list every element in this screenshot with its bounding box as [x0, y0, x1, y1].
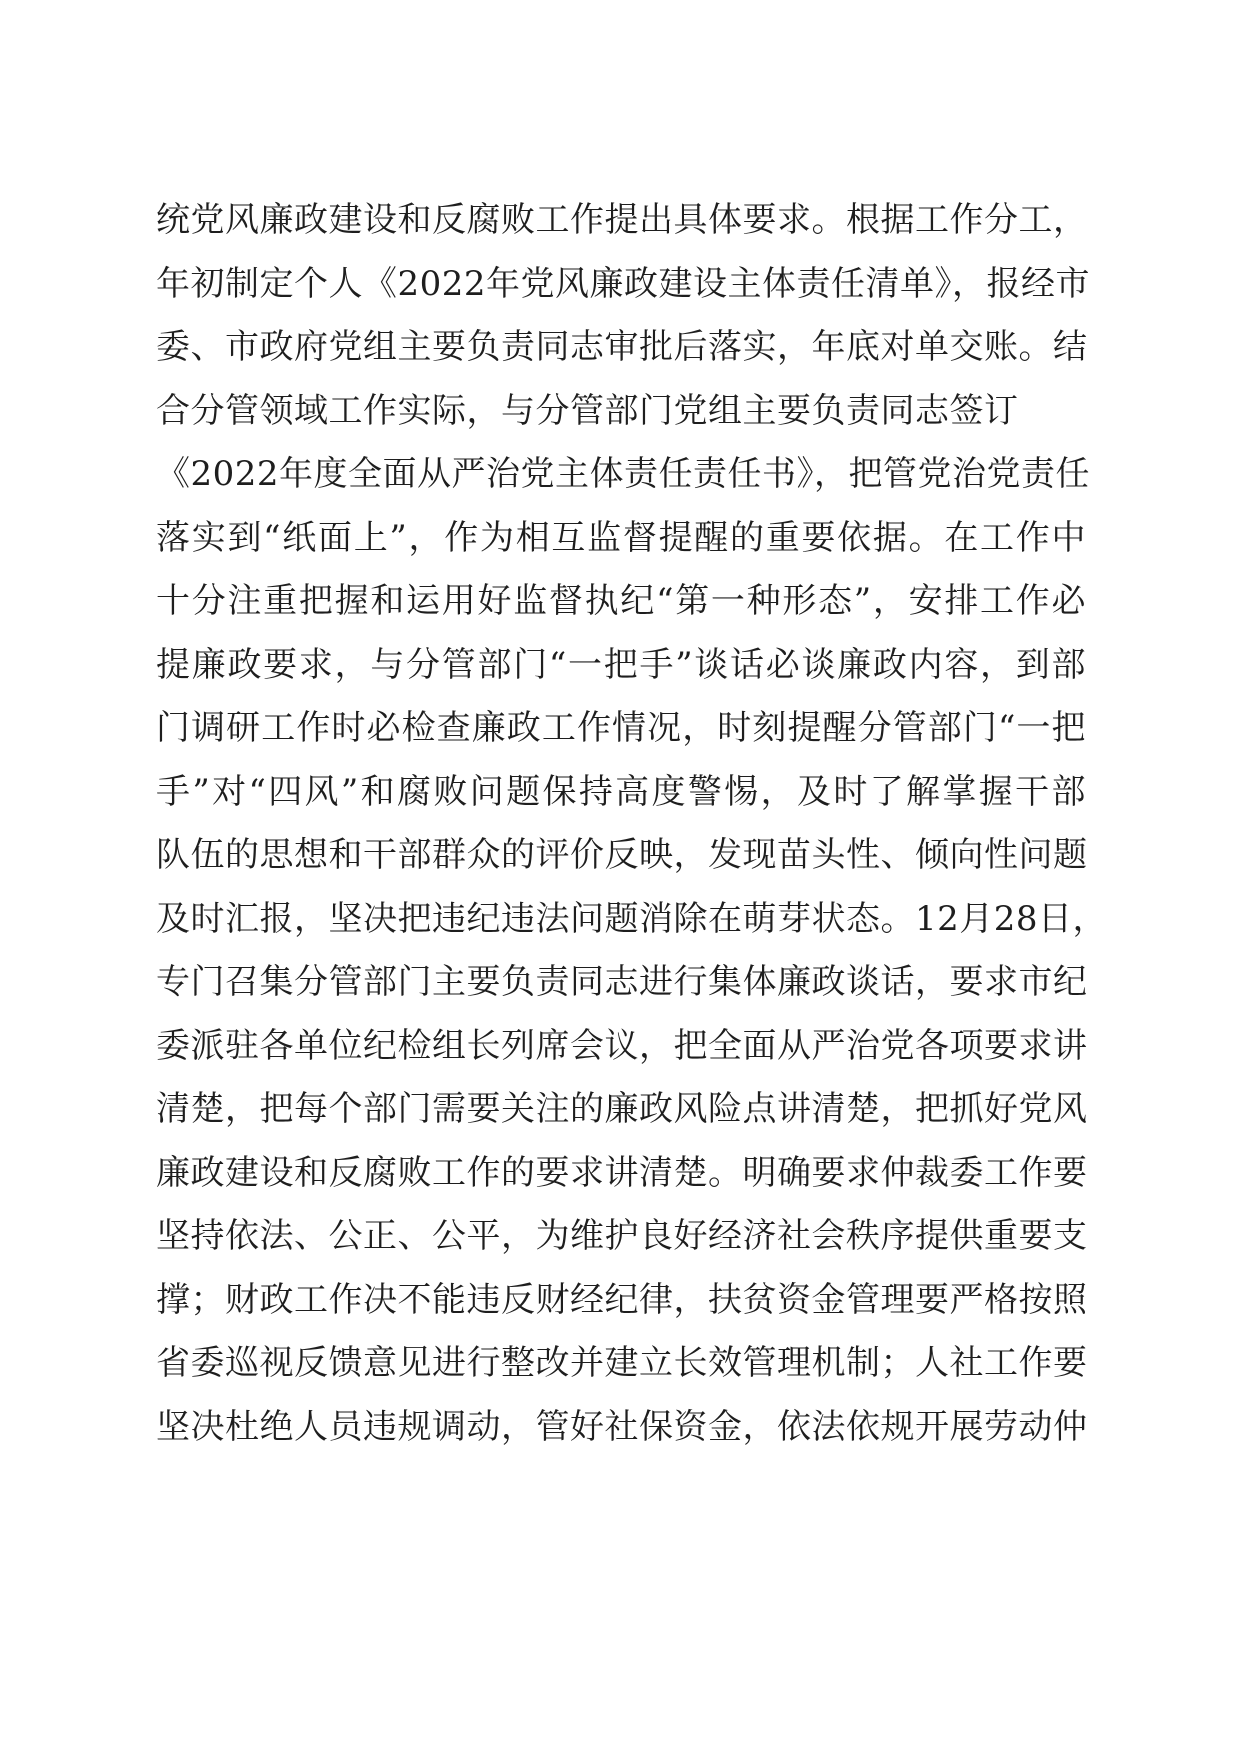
text-line: 手”对“四风”和腐败问题保持高度警惕，及时了解掌握干部: [156, 771, 1086, 812]
text-line: 专门召集分管部门主要负责同志进行集体廉政谈话，要求市纪: [156, 962, 1088, 1002]
text-line: 年初制定个人《2022年党风廉政建设主体责任清单》，报经市: [156, 263, 1091, 304]
text-line: 队伍的思想和干部群众的评价反映，发现苗头性、倾向性问题: [156, 835, 1088, 875]
text-line: 省委巡视反馈意见进行整改并建立长效管理机制；人社工作要: [156, 1343, 1088, 1383]
text-line: 坚决杜绝人员违规调动，管好社保资金，依法依规开展劳动仲: [156, 1406, 1088, 1447]
text-line: 委、市政府党组主要负责同志审批后落实，年底对单交账。结: [156, 327, 1088, 367]
text-line: 合分管领域工作实际，与分管部门党组主要负责同志签订: [156, 390, 1019, 431]
text-line: 清楚，把每个部门需要关注的廉政风险点讲清楚，把抓好党风: [156, 1089, 1088, 1129]
text-line: 门调研工作时必检查廉政工作情况，时刻提醒分管部门“一把: [156, 708, 1086, 748]
text-line: 十分注重把握和运用好监督执纪“第一种形态”，安排工作必: [156, 581, 1086, 621]
text-line: 坚持依法、公正、公平，为维护良好经济社会秩序提供重要支: [156, 1216, 1088, 1256]
text-line: 委派驻各单位纪检组长列席会议，把全面从严治党各项要求讲: [156, 1025, 1088, 1066]
text-line: 《2022年度全面从严治党主体责任责任书》，把管党治党责任: [156, 454, 1091, 494]
text-line: 撑；财政工作决不能违反财经纪律，扶贫资金管理要严格按照: [156, 1279, 1088, 1320]
text-line: 提廉政要求，与分管部门“一把手”谈话必谈廉政内容，到部: [156, 644, 1086, 685]
text-line: 廉政建设和反腐败工作的要求讲清楚。明确要求仲裁委工作要: [156, 1152, 1088, 1193]
text-line: 及时汇报，坚决把违纪违法问题消除在萌芽状态。12月28日，: [156, 898, 1108, 939]
text-line: 落实到“纸面上”，作为相互监督提醒的重要依据。在工作中: [156, 517, 1086, 558]
body-text: [156, 189, 1108, 1459]
text-line: 统党风廉政建设和反腐败工作提出具体要求。根据工作分工，: [156, 200, 1088, 240]
